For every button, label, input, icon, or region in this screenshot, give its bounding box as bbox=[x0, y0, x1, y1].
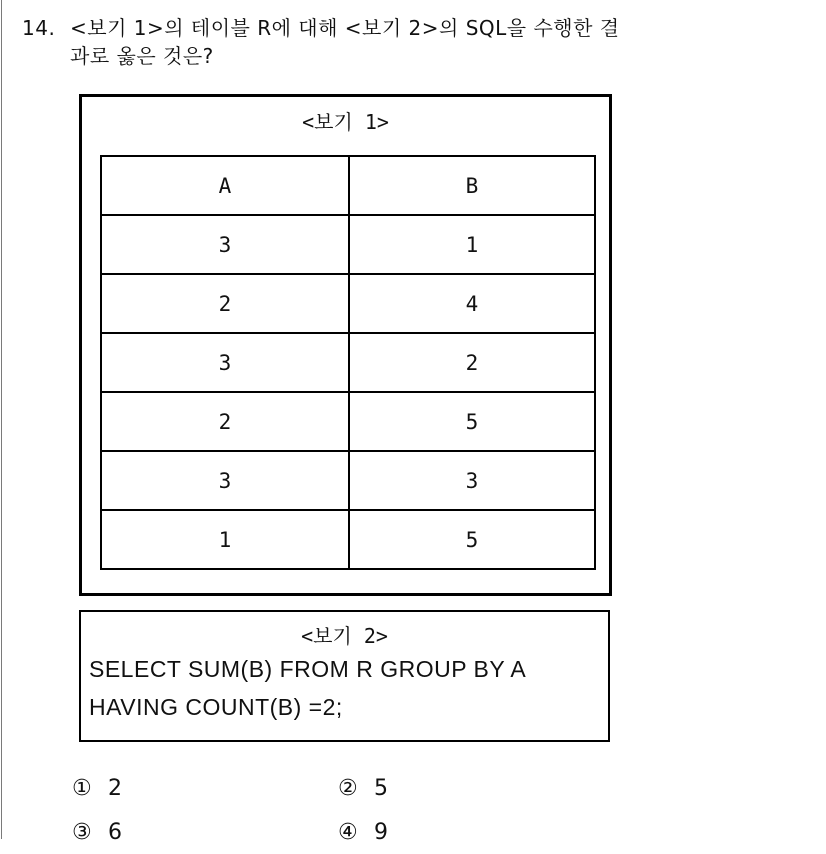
column-header-a: A bbox=[101, 156, 349, 215]
question-text-line-1: <보기 1>의 테이블 R에 대해 <보기 2>의 SQL을 수행한 결 bbox=[70, 16, 620, 40]
table-row bbox=[101, 215, 595, 274]
choice-2-value: 5 bbox=[374, 775, 388, 801]
table-row bbox=[101, 333, 595, 392]
sql-line-1: SELECT SUM(B) FROM R GROUP BY A bbox=[89, 656, 527, 682]
example-box-1-title: <보기 1> bbox=[302, 110, 389, 134]
cell-b: 5 bbox=[349, 392, 595, 451]
cell-a: 2 bbox=[101, 274, 349, 333]
table-row bbox=[101, 510, 595, 569]
circled-number-4-icon: ④ bbox=[338, 819, 358, 845]
column-header-b: B bbox=[349, 156, 595, 215]
circled-number-2-icon: ② bbox=[338, 775, 358, 801]
cell-a: 2 bbox=[101, 392, 349, 451]
cell-b: 3 bbox=[349, 451, 595, 510]
answer-choices bbox=[72, 766, 632, 854]
example-box-2 bbox=[79, 610, 610, 742]
table-header-row bbox=[101, 156, 595, 215]
table-row bbox=[101, 274, 595, 333]
cell-b: 1 bbox=[349, 215, 595, 274]
choice-row-2 bbox=[72, 810, 632, 854]
choice-1-value: 2 bbox=[108, 775, 122, 801]
cell-b: 5 bbox=[349, 510, 595, 569]
table-row bbox=[101, 392, 595, 451]
page-left-border bbox=[1, 0, 2, 839]
relation-r-table bbox=[100, 155, 596, 570]
cell-a: 3 bbox=[101, 333, 349, 392]
cell-a: 3 bbox=[101, 215, 349, 274]
table-row bbox=[101, 451, 595, 510]
cell-a: 3 bbox=[101, 451, 349, 510]
example-box-2-title: <보기 2> bbox=[301, 624, 388, 648]
sql-line-2: HAVING COUNT(B) =2; bbox=[89, 694, 343, 720]
choice-4-value: 9 bbox=[374, 819, 388, 845]
choice-1[interactable] bbox=[72, 776, 338, 801]
question-stem bbox=[22, 14, 782, 70]
question-number: 14. bbox=[22, 16, 56, 40]
circled-number-1-icon: ① bbox=[72, 775, 92, 801]
choice-2[interactable] bbox=[338, 776, 604, 801]
cell-a: 1 bbox=[101, 510, 349, 569]
question-line-1 bbox=[22, 14, 782, 42]
cell-b: 2 bbox=[349, 333, 595, 392]
choice-3-value: 6 bbox=[108, 819, 122, 845]
circled-number-3-icon: ③ bbox=[72, 819, 92, 845]
choice-3[interactable] bbox=[72, 820, 338, 845]
choice-4[interactable] bbox=[338, 820, 604, 845]
choice-row-1 bbox=[72, 766, 632, 810]
cell-b: 4 bbox=[349, 274, 595, 333]
example-box-1 bbox=[79, 94, 612, 596]
question-text-line-2: 과로 옳은 것은? bbox=[70, 44, 214, 68]
